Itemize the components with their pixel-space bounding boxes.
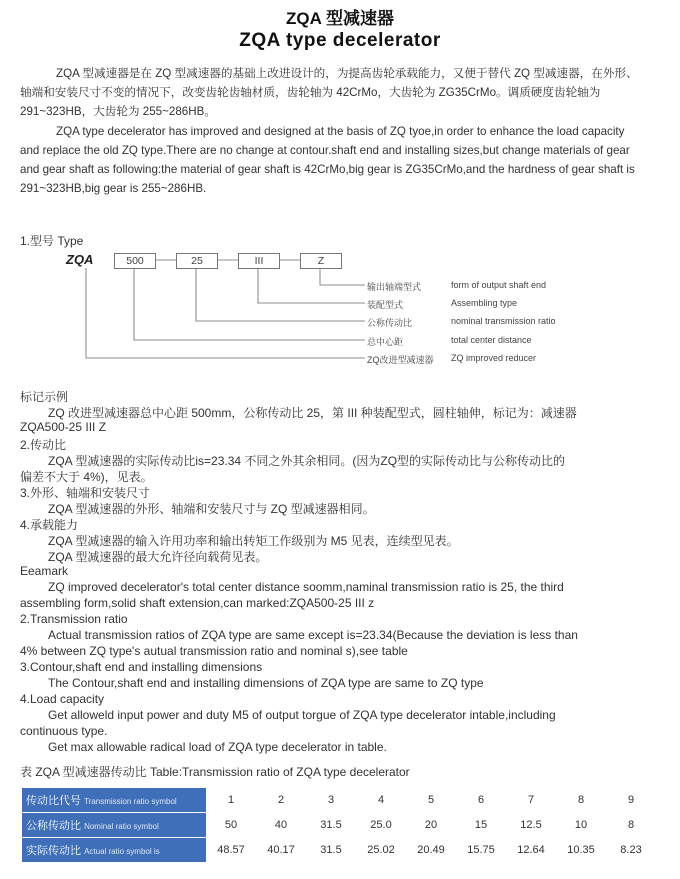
row-header xyxy=(22,788,206,813)
legend-en-nominal-ratio: nominal transmission ratio xyxy=(451,316,556,326)
table-cell: 4 xyxy=(377,794,385,807)
table-caption: 表 ZQA 型减速器传动比 Table:Transmission ratio of ZQA type decelerator xyxy=(20,765,410,779)
table-cell: 31.5 xyxy=(320,844,342,856)
capacity-heading-cn: 4.承载能力 xyxy=(20,518,79,532)
row-header xyxy=(22,838,206,863)
table-cell: 50 xyxy=(224,819,238,831)
row-header-en: Actual ratio symbol is xyxy=(84,847,160,856)
table-row xyxy=(22,813,656,838)
legend-cn-improved-reducer: ZQ改进型减速器 xyxy=(367,355,434,365)
ratio-line-cn-2: 偏差不大于 4%)，见表。 xyxy=(20,470,153,484)
table-cell: 31.5 xyxy=(320,819,342,831)
legend-cn-center-distance: 总中心距 xyxy=(367,337,404,347)
ratio-table xyxy=(22,788,656,863)
capacity-line-cn-1: ZQA 型减速器的输入许用功率和输出转矩工作级别为 M5 见表，连续型见表。 xyxy=(48,534,459,548)
table-cell: 15 xyxy=(474,819,488,831)
table-cell: 20.49 xyxy=(417,844,445,856)
table-cell: 9 xyxy=(627,794,635,807)
ratio-line-en-1: Actual transmission ratios of ZQA type are same except is=23.34(Because the deviation is less than xyxy=(48,628,578,642)
model-box-center-distance: 500 xyxy=(114,253,156,269)
table-cell: 3 xyxy=(327,794,335,807)
model-label: ZQA xyxy=(66,252,94,267)
table-cell: 48.57 xyxy=(217,844,245,856)
contour-line-en: The Contour,shaft end and installing dimensions of ZQA type are same to ZQ type xyxy=(48,676,484,690)
table-cell: 8.23 xyxy=(620,844,642,856)
intro-english-text: ZQA type decelerator has improved and designed at the basis of ZQ tyoe,in order to enhance the load capacity and replace the old ZQ type.There are no change at contour.shaft end and installing sizes,but change materials of gear and gear shaft as following:the material of gear shaft is 42CrMo,big gear is ZG35CrMo,and the hardness of gear shaft is 291~323HB,big gear is 255~286HB. xyxy=(20,125,635,195)
table-cell: 40 xyxy=(274,819,288,831)
table-cell: 8 xyxy=(577,794,585,807)
table-cell: 2 xyxy=(277,794,285,807)
ratio-heading-cn: 2.传动比 xyxy=(20,438,67,452)
capacity-line-cn-2: ZQA 型减速器的最大允许径向载荷见表。 xyxy=(48,550,268,564)
ratio-heading-en: 2.Transmission ratio xyxy=(20,612,128,626)
title-english: ZQA type decelerator xyxy=(239,30,441,51)
contour-heading-cn: 3.外形、轴端和安装尺寸 xyxy=(20,486,151,500)
legend-en-assembling: Assembling type xyxy=(451,298,518,308)
legend-en-improved-reducer: ZQ improved reducer xyxy=(451,353,537,363)
table-cell: 15.75 xyxy=(467,844,495,856)
remark-line-en-1: ZQ improved decelerator's total center distance soomm,naminal transmission ratio is 25, the third xyxy=(48,580,564,594)
example-line-1: ZQ 改进型减速器总中心距 500mm，公称传动比 25，第 III 种装配型式，圆柱轴伸，标记为：减速器 xyxy=(48,406,577,420)
table-cell: 10.35 xyxy=(567,844,595,856)
table-row xyxy=(22,788,656,813)
example-heading: 标记示例 xyxy=(20,390,69,404)
ratio-line-cn-1: ZQA 型减速器的实际传动比is=23.34 不同之外其余相同。(因为ZQ型的实际传动比与公称传动比的 xyxy=(48,454,566,468)
title-chinese: ZQA 型减速器 xyxy=(286,9,394,28)
remark-heading-en: Eeamark xyxy=(20,564,69,578)
legend-cn-output-shaft: 输出轴端型式 xyxy=(367,282,422,292)
example-line-2: ZQA500-25 III Z xyxy=(20,420,107,434)
table-cell: 8 xyxy=(627,819,635,831)
table-cell: 1 xyxy=(227,794,235,807)
capacity-line-en-2: continuous type. xyxy=(20,724,108,738)
table-row xyxy=(22,838,656,863)
section-type-heading: 1.型号 Type xyxy=(20,234,84,248)
table-cell: 6 xyxy=(477,794,485,807)
capacity-line-en-3: Get max allowable radical load of ZQA type decelerator in table. xyxy=(48,740,387,754)
legend-cn-assembling: 装配型式 xyxy=(367,300,404,310)
row-header xyxy=(22,813,206,838)
legend-en-center-distance: total center distance xyxy=(451,335,532,345)
row-header-cn: 传动比代号 xyxy=(26,795,81,807)
table-cell: 40.17 xyxy=(267,844,295,856)
row-header-en: Transmission ratio symbol xyxy=(84,797,177,806)
legend-cn-nominal-ratio: 公称传动比 xyxy=(367,318,413,328)
ratio-line-en-2: 4% between ZQ type's autual transmission ratio and nominal s),see table xyxy=(20,644,408,658)
row-header-en: Nominal ratio symbol xyxy=(84,822,159,831)
contour-line-cn: ZQA 型减速器的外形、轴端和安装尺寸与 ZQ 型减速器相同。 xyxy=(48,502,375,516)
capacity-heading-en: 4.Load capacity xyxy=(20,692,105,706)
table-cell: 10 xyxy=(574,819,588,831)
contour-heading-en: 3.Contour,shaft end and installing dimensions xyxy=(20,660,263,674)
legend-en-output-shaft: form of output shaft end xyxy=(451,280,547,290)
remark-line-en-2: assembling form,solid shaft extension,can marked:ZQA500-25 III z xyxy=(20,596,375,610)
table-cell: 12.5 xyxy=(520,819,542,831)
model-box-output-shaft: Z xyxy=(300,253,342,269)
table-cell: 12.64 xyxy=(517,844,545,856)
capacity-line-en-1: Get alloweld input power and duty M5 of output torgue of ZQA type decelerator intable,including xyxy=(48,708,556,722)
model-box-nominal-ratio: 25 xyxy=(176,253,218,269)
intro-chinese-text: ZQA 型减速器是在 ZQ 型减速器的基础上改进设计的，为提高齿轮承载能力，又便于替代 ZQ 型减速器，在外形、轴端和安装尺寸不变的情况下，改变齿轮齿轴材质，齿轮轴为 42CrMo，大齿轮为 ZG35CrMo。调质硬度齿轮轴为 291~323HB，大齿轮为 255~286HB。 xyxy=(20,67,638,118)
table-cell: 25.02 xyxy=(367,844,395,856)
row-header-cn: 公称传动比 xyxy=(26,820,81,832)
table-cell: 25.0 xyxy=(370,819,392,831)
table-cell: 20 xyxy=(424,819,438,831)
table-cell: 5 xyxy=(427,794,435,807)
table-cell: 7 xyxy=(527,794,535,807)
row-header-cn: 实际传动比 xyxy=(26,845,81,857)
model-box-assembling-type: III xyxy=(238,253,280,269)
